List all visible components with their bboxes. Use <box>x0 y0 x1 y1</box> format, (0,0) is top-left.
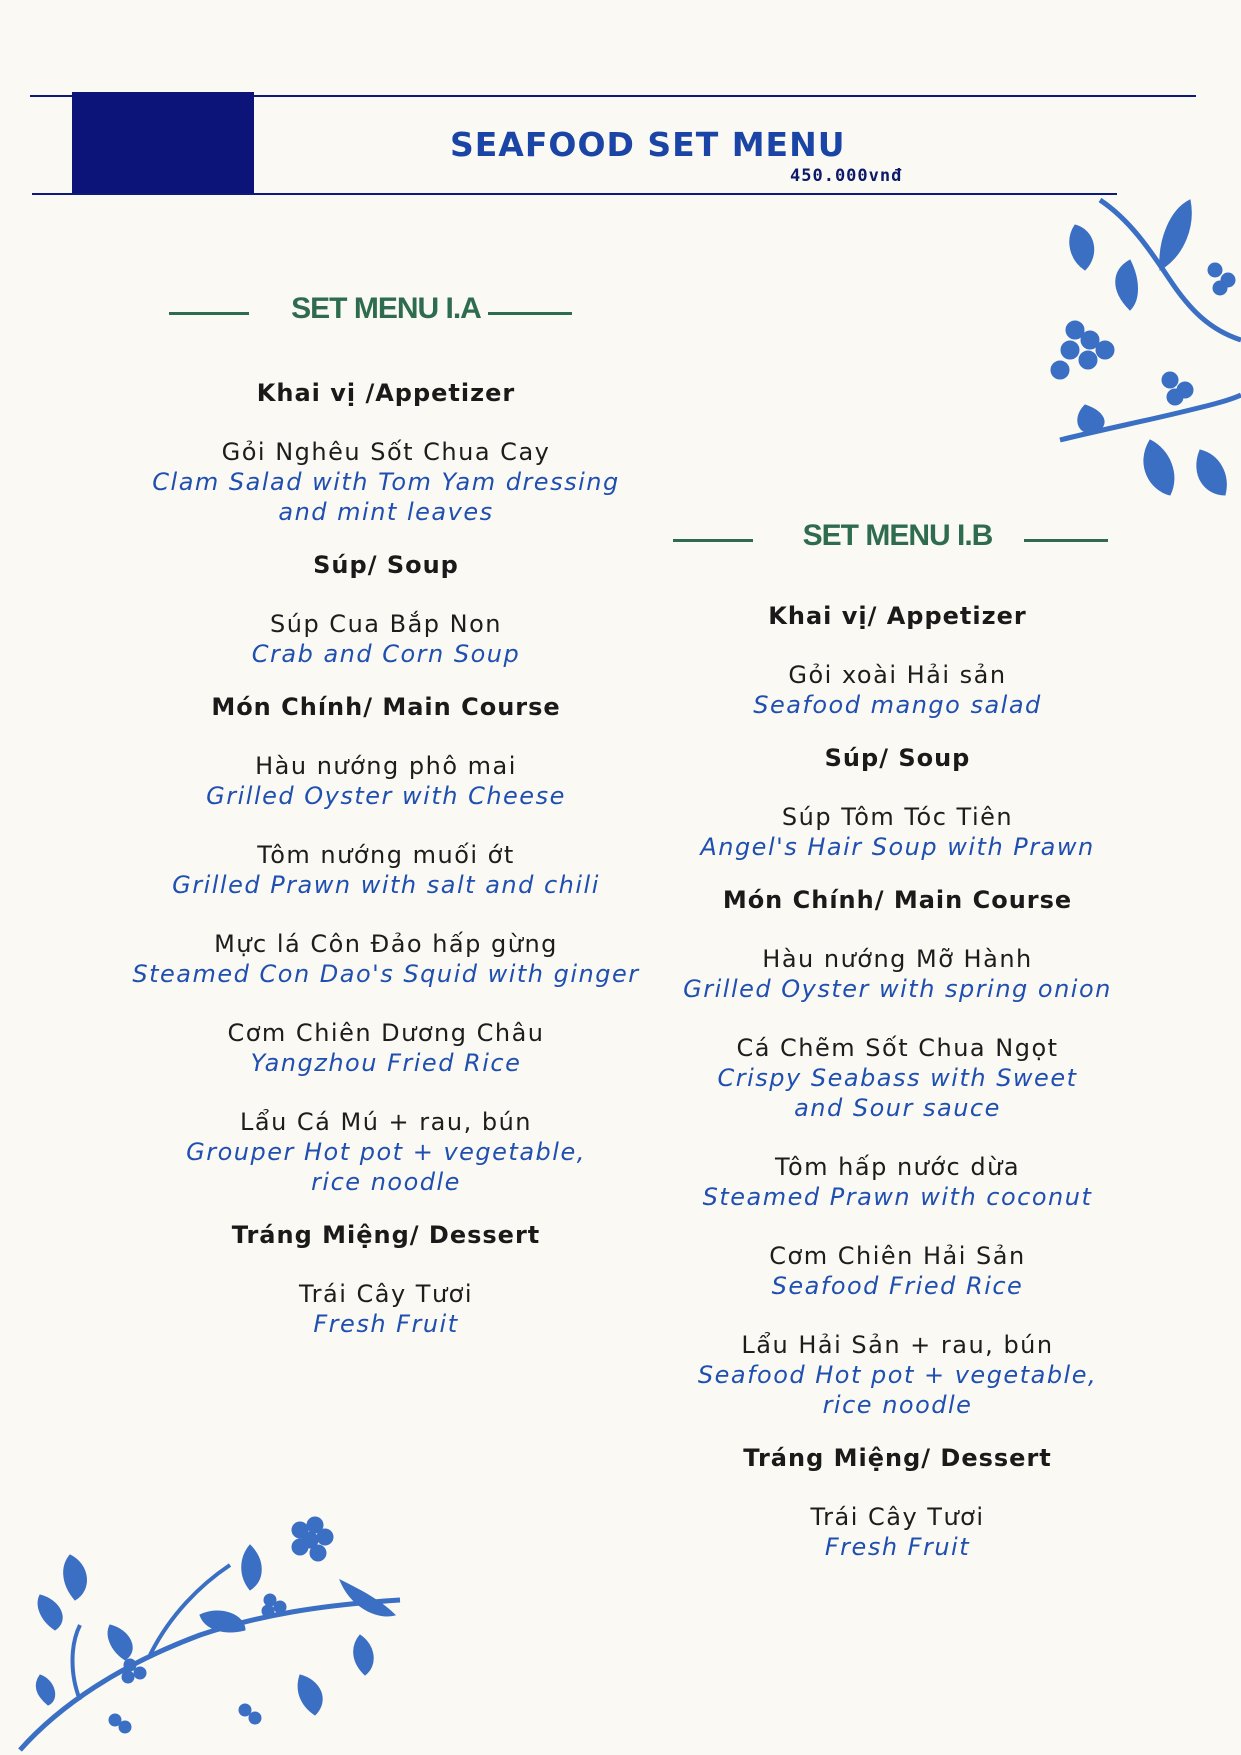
course-title: Tráng Miệng/ Dessert <box>231 1221 541 1249</box>
item-en: Yangzhou Fried Rice <box>250 1049 522 1077</box>
menu-item <box>640 660 1155 720</box>
item-vn: Tôm nướng muối ớt <box>257 841 515 869</box>
page-title: SEAFOOD SET MENU <box>450 125 846 164</box>
header-bottom-rule <box>32 193 1117 195</box>
course-title: Tráng Miệng/ Dessert <box>743 1444 1052 1472</box>
item-vn: Súp Cua Bắp Non <box>270 610 502 638</box>
item-en: Steamed Con Dao's Squid with ginger <box>132 960 640 988</box>
set-menu-b-heading <box>640 519 1155 559</box>
item-en: Crab and Corn Soup <box>251 640 521 668</box>
item-vn: Trái Cây Tươi <box>298 1280 474 1308</box>
menu-item <box>120 929 652 989</box>
menu-item <box>640 802 1155 862</box>
item-en: Clam Salad with Tom Yam dressing <box>152 468 620 496</box>
item-en: Crispy Seabass with Sweet <box>717 1064 1078 1092</box>
item-en: rice noodle <box>311 1168 461 1196</box>
item-en: and Sour sauce <box>794 1094 1001 1122</box>
menu-item <box>120 751 652 811</box>
heading-rule-right <box>488 312 572 315</box>
menu-item <box>120 840 652 900</box>
menu-item <box>640 1241 1155 1301</box>
item-vn: Hàu nướng Mỡ Hành <box>762 945 1033 973</box>
item-en: Grilled Oyster with Cheese <box>206 782 566 810</box>
item-en: Seafood Hot pot + vegetable, <box>697 1361 1098 1389</box>
item-en: Seafood Fried Rice <box>771 1272 1024 1300</box>
menu-item <box>120 1107 652 1197</box>
item-en: Fresh Fruit <box>824 1533 971 1561</box>
item-en: Grilled Prawn with salt and chili <box>172 871 600 899</box>
course-title: Món Chính/ Main Course <box>211 693 561 721</box>
menu-item <box>120 437 652 527</box>
item-en: Seafood mango salad <box>753 691 1042 719</box>
menu-item <box>120 1018 652 1078</box>
menu-price: 450.000vnđ <box>790 166 903 186</box>
course-title: Khai vị/ Appetizer <box>768 602 1027 630</box>
item-en: Grouper Hot pot + vegetable, <box>186 1138 586 1166</box>
item-vn: Cơm Chiên Dương Châu <box>227 1019 545 1047</box>
set-menu-a <box>120 292 652 1339</box>
course-title: Món Chính/ Main Course <box>722 886 1073 914</box>
item-vn: Gỏi Nghêu Sốt Chua Cay <box>221 438 551 466</box>
item-vn: Súp Tôm Tóc Tiên <box>781 803 1014 831</box>
course-title: Súp/ Soup <box>313 551 459 579</box>
menu-item <box>640 944 1155 1004</box>
item-en: and mint leaves <box>278 498 494 526</box>
menu-item <box>120 1279 652 1339</box>
course-title: Súp/ Soup <box>824 744 971 772</box>
set-menu-b-title: SET MENU I.B <box>802 519 993 552</box>
heading-rule-right <box>1024 539 1108 542</box>
set-menu-a-title: SET MENU I.A <box>291 292 481 325</box>
floral-branch-icon <box>1040 190 1241 520</box>
item-vn: Cá Chẽm Sốt Chua Ngọt <box>736 1034 1059 1062</box>
item-en: Steamed Prawn with coconut <box>702 1183 1093 1211</box>
item-vn: Cơm Chiên Hải Sản <box>769 1242 1026 1270</box>
item-vn: Mực lá Côn Đảo hấp gừng <box>214 930 558 958</box>
item-vn: Lẩu Cá Mú + rau, bún <box>240 1108 532 1136</box>
item-en: Fresh Fruit <box>313 1310 459 1338</box>
menu-item <box>640 1502 1155 1562</box>
menu-item <box>640 1152 1155 1212</box>
item-vn: Lẩu Hải Sản + rau, bún <box>741 1331 1054 1359</box>
item-vn: Trái Cây Tươi <box>810 1503 985 1531</box>
floral-branch-icon <box>0 1505 410 1755</box>
menu-item <box>640 1330 1155 1420</box>
header-color-block <box>72 92 254 194</box>
set-menu-a-heading <box>120 292 652 332</box>
menu-item <box>120 609 652 669</box>
menu-item <box>640 1033 1155 1123</box>
item-vn: Hàu nướng phô mai <box>255 752 517 780</box>
item-en: Angel's Hair Soup with Prawn <box>700 833 1095 861</box>
course-title: Khai vị /Appetizer <box>256 379 516 407</box>
item-en: rice noodle <box>822 1391 973 1419</box>
set-menu-b <box>640 519 1155 1562</box>
item-en: Grilled Oyster with spring onion <box>683 975 1112 1003</box>
item-vn: Tôm hấp nước dừa <box>774 1153 1021 1181</box>
item-vn: Gỏi xoài Hải sản <box>788 661 1007 689</box>
